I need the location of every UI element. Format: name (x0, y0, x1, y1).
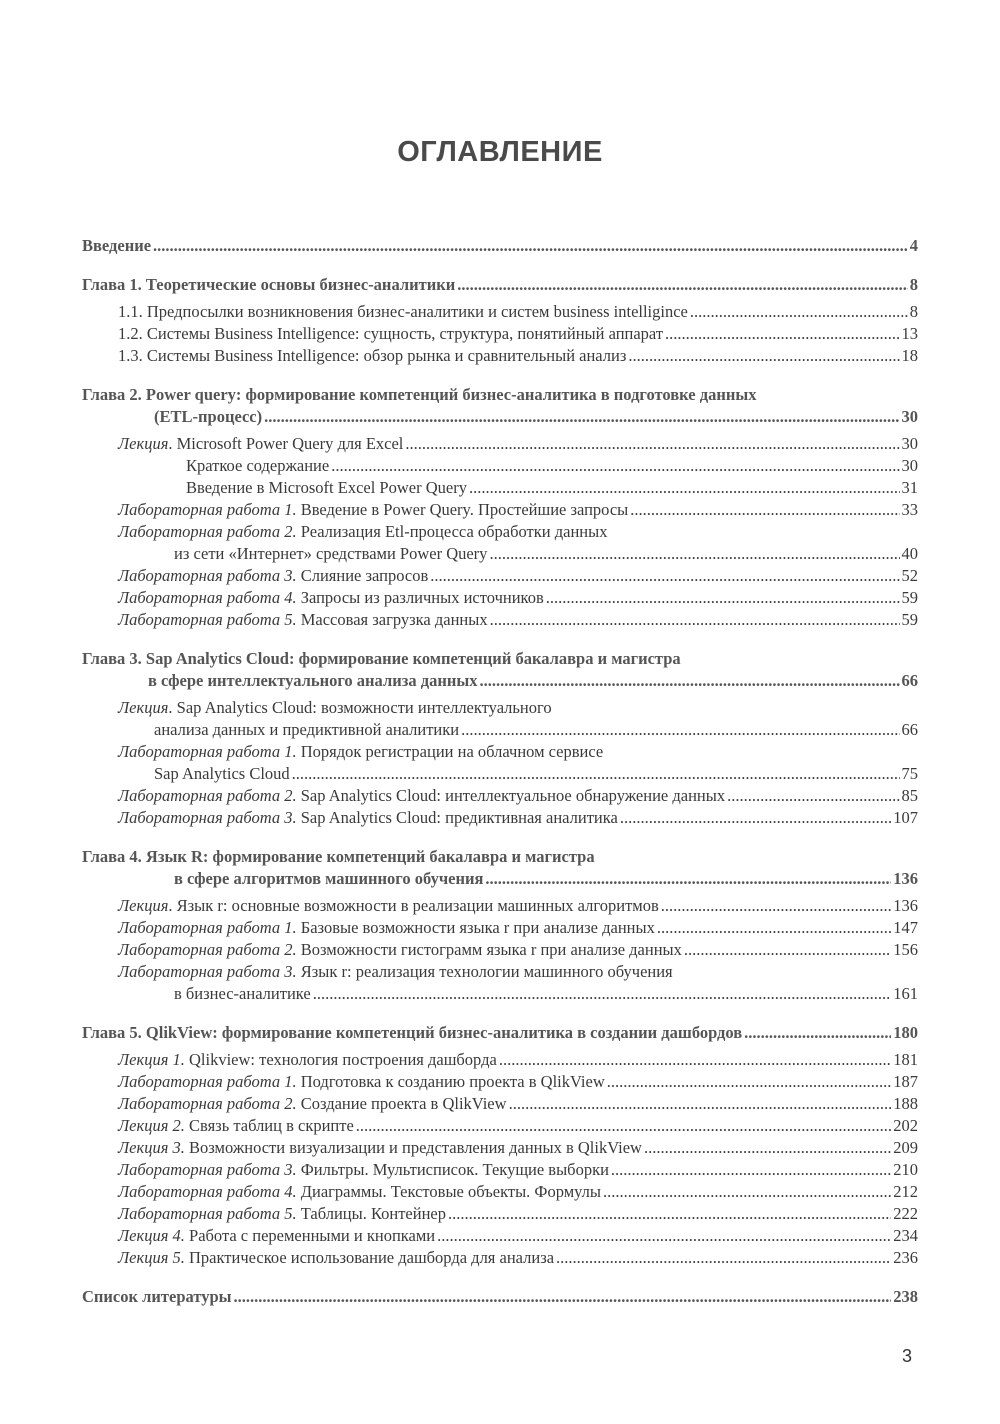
toc-entry-2-lab2-title: Лабораторная работа 2. Реализация Etl-процесса обработки данных (118, 522, 608, 541)
toc-chapter-4[interactable]: в сфере алгоритмов машинного обучения ..... 136 (82, 868, 918, 890)
toc-entry-3-lecture-title: Лекция. Sap Analytics Cloud: возможности интеллектуального (118, 698, 552, 717)
toc-entry-5-lab3[interactable]: Лабораторная работа 3. Фильтры. Мультисписок. Текущие выборки ..... 210 (82, 1159, 918, 1181)
toc-entry-3-lecture[interactable]: анализа данных и предиктивной аналитики ..... 66 (82, 719, 918, 741)
toc-entry-5-lecture4[interactable]: Лекция 4. Работа с переменными и кнопками ..... 234 (82, 1225, 918, 1247)
toc-chapter-3-title: Глава 3. Sap Analytics Cloud: формирование компетенций бакалавра и магистра (82, 649, 681, 668)
toc-entry-5-lab2[interactable]: Лабораторная работа 2. Создание проекта в QlikView ..... 188 (82, 1093, 918, 1115)
toc-chapter-4-title: Глава 4. Язык R: формирование компетенций бакалавра и магистра (82, 847, 595, 866)
toc-entry-4-lecture[interactable]: Лекция. Язык r: основные возможности в реализации машинных алгоритмов ..... 136 (82, 895, 918, 917)
toc-entry-2-intro[interactable]: Введение в Microsoft Excel Power Query ..... 31 (82, 477, 918, 499)
toc-entry-2-lecture[interactable]: Лекция. Microsoft Power Query для Excel ..... 30 (82, 433, 918, 455)
page-title: ОГЛАВЛЕНИЕ (397, 136, 603, 168)
toc-entry-4-lab1[interactable]: Лабораторная работа 1. Базовые возможности языка r при анализе данных ..... 147 (82, 917, 918, 939)
toc-entry-intro[interactable]: Введение ..... 4 (82, 235, 918, 257)
toc-entry-2-summary[interactable]: Краткое содержание ..... 30 (82, 455, 918, 477)
toc-entry-3-lab1-title: Лабораторная работа 1. Порядок регистрации на облачном сервисе (118, 742, 604, 761)
toc-chapter-2[interactable]: (ETL-процесс) ..... 30 (82, 406, 918, 428)
page-number: 3 (902, 1346, 913, 1366)
toc-chapter-3[interactable]: в сфере интеллектуального анализа данных ..... 66 (82, 670, 918, 692)
toc-chapter-2-title: Глава 2. Power query: формирование компетенций бизнес-аналитика в подготовке данных (82, 385, 757, 404)
toc-entry-5-lab5[interactable]: Лабораторная работа 5. Таблицы. Контейнер ..... 222 (82, 1203, 918, 1225)
toc-entry-2-lab3[interactable]: Лабораторная работа 3. Слияние запросов ..... 52 (82, 565, 918, 587)
toc-entry-3-lab1[interactable]: Sap Analytics Cloud ..... 75 (82, 763, 918, 785)
toc-entry-2-lab2[interactable]: из сети «Интернет» средствами Power Query ..... 40 (82, 543, 918, 565)
toc-entry-5-lecture2[interactable]: Лекция 2. Связь таблиц в скрипте ..... 202 (82, 1115, 918, 1137)
toc-entry-5-lab1[interactable]: Лабораторная работа 1. Подготовка к созданию проекта в QlikView ..... 187 (82, 1071, 918, 1093)
toc-entry-2-lab4[interactable]: Лабораторная работа 4. Запросы из различных источников ..... 59 (82, 587, 918, 609)
toc-entry-4-lab3[interactable]: в бизнес-аналитике ..... 161 (82, 983, 918, 1005)
toc-entry-5-lecture3[interactable]: Лекция 3. Возможности визуализации и представления данных в QlikView ..... 209 (82, 1137, 918, 1159)
toc-chapter-5[interactable]: Глава 5. QlikView: формирование компетенций бизнес-аналитика в создании дашбордов ..... 180 (82, 1022, 918, 1044)
toc-entry-1-3[interactable]: 1.3. Системы Business Intelligence: обзор рынка и сравнительный анализ ..... 18 (82, 345, 918, 367)
toc-entry-5-lab4[interactable]: Лабораторная работа 4. Диаграммы. Текстовые объекты. Формулы ..... 212 (82, 1181, 918, 1203)
toc-entry-4-lab3-title: Лабораторная работа 3. Язык r: реализация технологии машинного обучения (118, 962, 673, 981)
toc-entry-1-1[interactable]: 1.1. Предпосылки возникновения бизнес-аналитики и систем business intelligince ..... 8 (82, 301, 918, 323)
toc-entry-1-2[interactable]: 1.2. Системы Business Intelligence: сущность, структура, понятийный аппарат ..... 13 (82, 323, 918, 345)
toc-entry-5-lecture1[interactable]: Лекция 1. Qlikview: технология построения дашборда ..... 181 (82, 1049, 918, 1071)
toc-entry-5-lecture5[interactable]: Лекция 5. Практическое использование дашборда для анализа ..... 236 (82, 1247, 918, 1269)
table-of-contents (82, 235, 918, 1308)
toc-entry-3-lab2[interactable]: Лабораторная работа 2. Sap Analytics Cloud: интеллектуальное обнаружение данных ..... 85 (82, 785, 918, 807)
toc-entry-3-lab3[interactable]: Лабораторная работа 3. Sap Analytics Cloud: предиктивная аналитика ..... 107 (82, 807, 918, 829)
toc-entry-2-lab5[interactable]: Лабораторная работа 5. Массовая загрузка данных ..... 59 (82, 609, 918, 631)
toc-entry-2-lab1[interactable]: Лабораторная работа 1. Введение в Power Query. Простейшие запросы ..... 33 (82, 499, 918, 521)
toc-entry-4-lab2[interactable]: Лабораторная работа 2. Возможности гистограмм языка r при анализе данных ..... 156 (82, 939, 918, 961)
toc-entry-references[interactable]: Список литературы ..... 238 (82, 1286, 918, 1308)
toc-chapter-1[interactable]: Глава 1. Теоретические основы бизнес-аналитики ..... 8 (82, 274, 918, 296)
